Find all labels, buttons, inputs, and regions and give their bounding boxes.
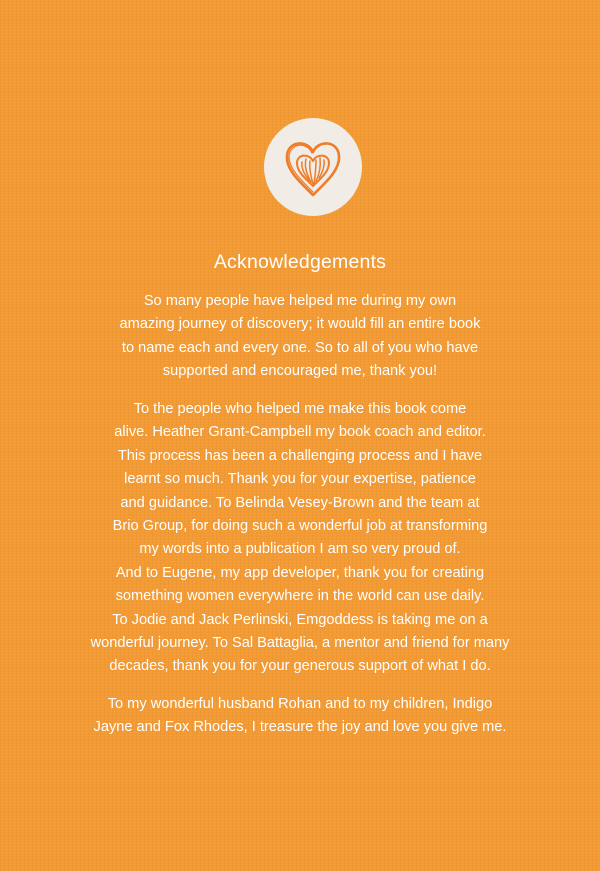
paragraph-team-thanks — [60, 398, 540, 679]
text-line: and guidance. To Belinda Vesey-Brown and the team at — [120, 494, 480, 511]
text-line: Jayne and Fox Rhodes, I treasure the joy and love you give me. — [93, 719, 507, 736]
page-title: Acknowledgements — [213, 251, 387, 273]
text-line: alive. Heather Grant-Campbell my book coach and editor. — [114, 424, 486, 441]
heart-emblem — [264, 118, 362, 216]
paragraph-intro — [60, 290, 540, 384]
text-line: amazing journey of discovery; it would fill an entire book — [119, 316, 481, 333]
text-line: something women everywhere in the world can use daily. — [115, 588, 485, 605]
text-line: To Jodie and Jack Perlinski, Emgoddess is taking me on a — [112, 611, 488, 628]
text-line: Brio Group, for doing such a wonderful job at transforming — [112, 518, 488, 535]
text-line: This process has been a challenging process and I have — [117, 447, 483, 464]
text-line: To my wonderful husband Rohan and to my children, Indigo — [107, 696, 493, 712]
text-line: To the people who helped me make this book come — [133, 401, 467, 417]
text-line: wonderful journey. To Sal Battaglia, a mentor and friend for many — [90, 635, 510, 652]
text-line: So many people have helped me during my own — [143, 293, 457, 309]
text-line: decades, thank you for your generous support of what I do. — [109, 658, 491, 675]
heart-icon — [278, 132, 348, 202]
text-line: to name each and every one. So to all of you who have — [121, 339, 479, 356]
text-line: learnt so much. Thank you for your expertise, patience — [124, 471, 476, 488]
text-line: supported and encouraged me, thank you! — [162, 363, 438, 380]
text-line: And to Eugene, my app developer, thank you for creating — [115, 564, 485, 581]
text-line: my words into a publication I am so very proud of. — [139, 541, 461, 558]
paragraph-family-thanks — [60, 693, 540, 740]
